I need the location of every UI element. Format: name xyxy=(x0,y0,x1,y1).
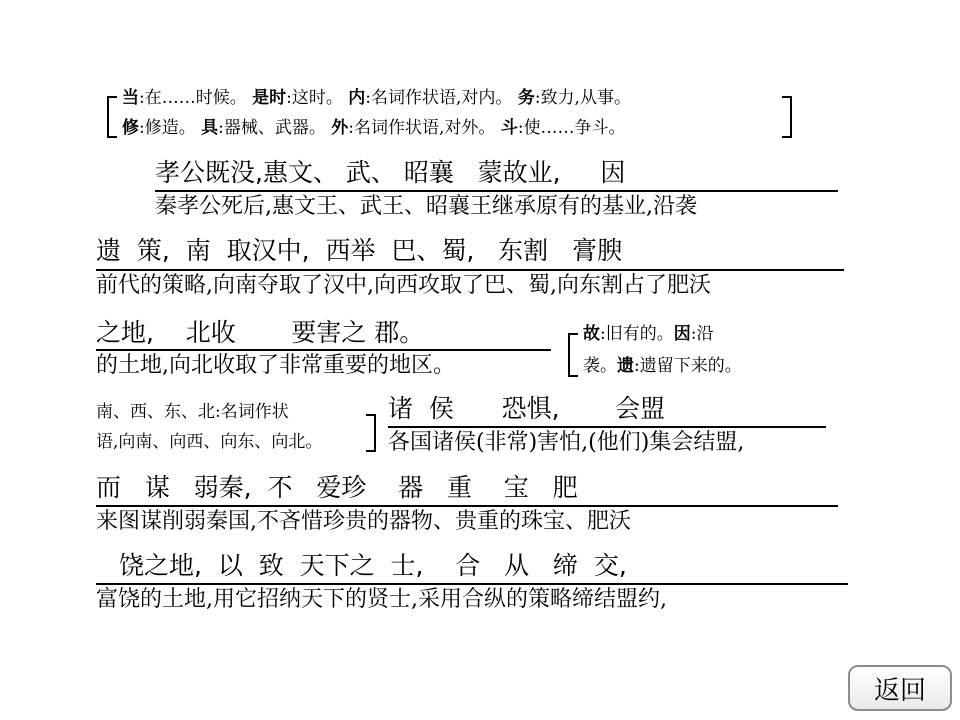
top-notes-line-1: 当:在……时候。 是时:这时。 内:名词作状语,对内。 务:致力,从事。 xyxy=(122,88,631,108)
back-button-label: 返回 xyxy=(873,675,926,706)
top-notes-right-bracket xyxy=(782,96,792,138)
directions-note-line-1: 南、西、东、北:名词作状 xyxy=(96,402,289,422)
directions-note-right-bracket xyxy=(366,414,376,452)
passage-original-line-3: 之地, 北收 要害之 郡。 xyxy=(96,318,425,347)
passage-underline-4 xyxy=(388,426,826,428)
passage-translation-line-6: 富饶的土地,用它招纳天下的贤士,采用合纵的策略缔结盟约, xyxy=(96,587,667,612)
passage-underline-2 xyxy=(96,269,844,271)
top-notes-line-2: 修:修造。 具:器械、武器。 外:名词作状语,对外。 斗:使……争斗。 xyxy=(122,118,626,138)
gu-yin-yi-note-bracket xyxy=(568,333,578,377)
passage-original-line-6: 饶之地, 以 致 天下之 士, 合 从 缔 交, xyxy=(119,551,627,580)
passage-translation-line-1: 秦孝公死后,惠文王、武王、昭襄王继承原有的基业,沿袭 xyxy=(155,194,697,219)
passage-translation-line-4: 各国诸侯(非常)害怕,(他们)集会结盟, xyxy=(388,430,745,455)
passage-underline-6 xyxy=(96,583,848,585)
directions-note-line-2: 语,向南、向西、向东、向北。 xyxy=(96,432,323,452)
passage-translation-line-3: 的土地,向北收取了非常重要的地区。 xyxy=(96,353,455,378)
passage-original-line-2: 遗 策, 南 取汉中, 西举 巴、蜀, 东割 膏腴 xyxy=(96,236,622,265)
gu-yin-yi-note-line-1: 故:旧有的。因:沿 xyxy=(583,324,714,344)
passage-underline-3 xyxy=(96,349,551,351)
passage-original-line-4: 诸 侯 恐惧, 会盟 xyxy=(388,394,666,423)
passage-translation-line-2: 前代的策略,向南夺取了汉中,向西攻取了巴、蜀,向东割占了肥沃 xyxy=(96,273,711,298)
passage-underline-5 xyxy=(96,505,838,507)
passage-original-line-1: 孝公既没,惠文、 武、 昭襄 蒙故业, 因 xyxy=(155,158,626,187)
passage-underline-1 xyxy=(155,190,838,192)
back-button[interactable] xyxy=(848,665,952,711)
passage-translation-line-5: 来图谋削弱秦国,不吝惜珍贵的器物、贵重的珠宝、肥沃 xyxy=(96,509,631,534)
top-notes-left-bracket xyxy=(107,96,117,138)
gu-yin-yi-note-line-2: 袭。遗:遗留下来的。 xyxy=(583,356,742,376)
passage-original-line-5: 而 谋 弱秦, 不 爱珍 器 重 宝 肥 xyxy=(96,473,578,502)
